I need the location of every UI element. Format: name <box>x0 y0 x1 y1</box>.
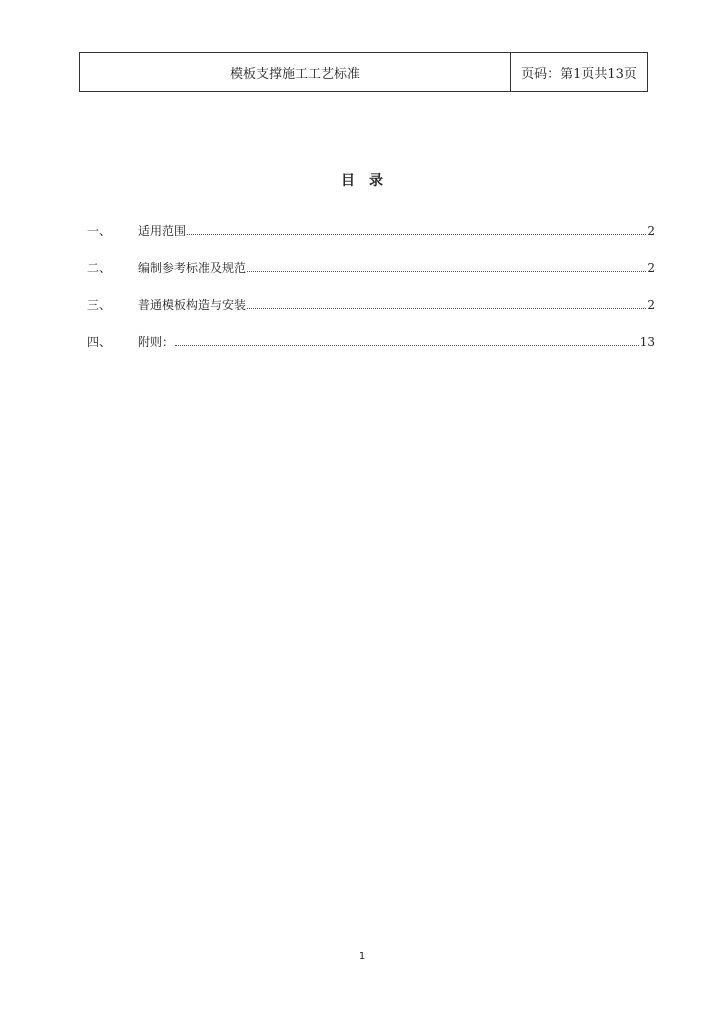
toc-item-page: 13 <box>639 335 655 349</box>
toc-item-title: 附则： <box>138 335 175 349</box>
toc-list <box>87 222 655 370</box>
toc-item-1[interactable] <box>87 222 655 259</box>
toc-item-title: 编制参考标准及规范 <box>138 261 247 275</box>
toc-item-3[interactable] <box>87 296 655 333</box>
toc-item-number: 一、 <box>87 224 112 238</box>
footer-page-number: 1 <box>358 951 366 962</box>
toc-dot-leader <box>247 261 646 272</box>
toc-item-number: 四、 <box>87 335 112 349</box>
toc-item-2[interactable] <box>87 259 655 296</box>
toc-item-title: 普通模板构造与安装 <box>138 298 247 312</box>
document-title: 模板支撑施工工艺标准 <box>80 53 511 91</box>
toc-heading: 目录 <box>341 173 397 189</box>
toc-item-page: 2 <box>647 298 655 312</box>
toc-item-title: 适用范围 <box>138 224 187 238</box>
toc-item-number: 三、 <box>87 298 112 312</box>
header-table <box>79 52 648 92</box>
page-indicator: 页码：第1页共13页 <box>521 66 637 82</box>
toc-item-page: 2 <box>647 261 655 275</box>
toc-item-page: 2 <box>647 224 655 238</box>
toc-dot-leader <box>247 298 646 309</box>
toc-item-number: 二、 <box>87 261 112 275</box>
toc-dot-leader <box>175 335 639 346</box>
toc-dot-leader <box>187 224 646 235</box>
toc-item-4[interactable] <box>87 333 655 370</box>
